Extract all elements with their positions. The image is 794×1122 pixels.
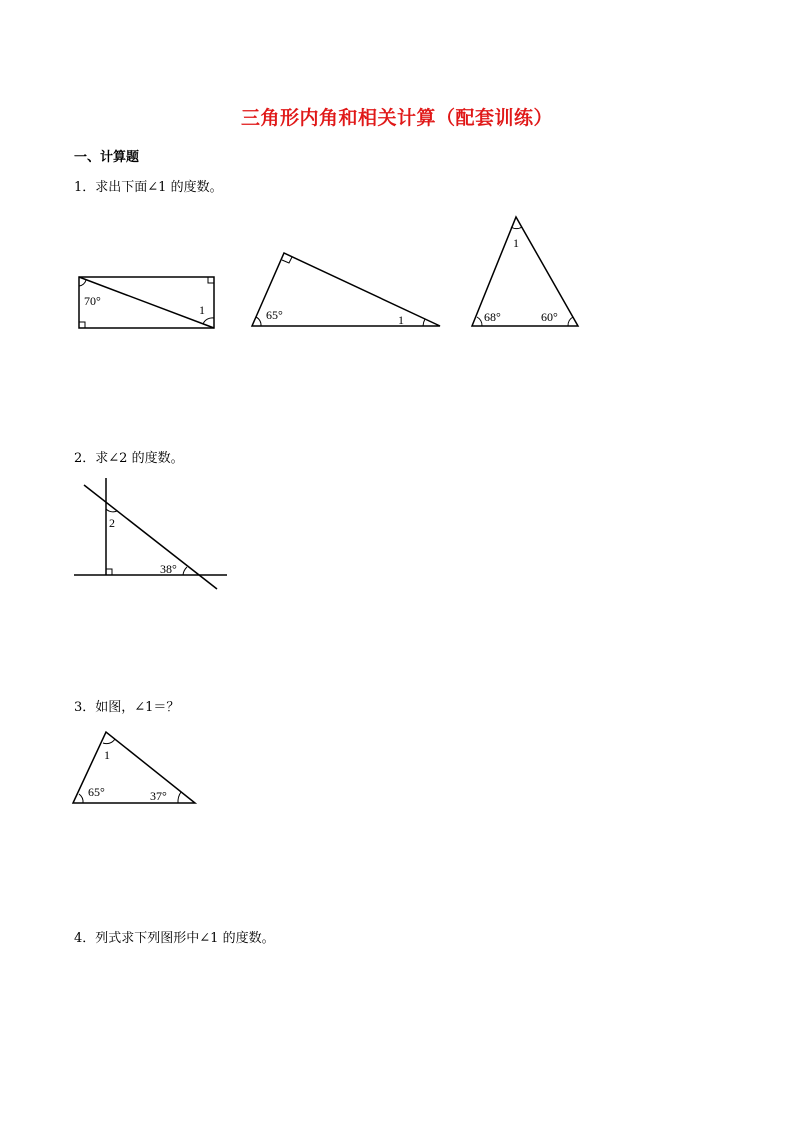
right-angle-mark — [208, 277, 214, 283]
angle-arc — [103, 739, 115, 744]
right-angle-mark — [282, 257, 292, 263]
angle-label-1: 1 — [513, 236, 519, 250]
angle-arc — [423, 319, 425, 326]
transversal-line — [84, 485, 217, 589]
angle-label-38: 38° — [160, 562, 177, 576]
angle-label-70: 70° — [84, 294, 101, 308]
question-4: 4．列式求下列图形中∠1 的度数。 — [74, 931, 275, 946]
angle-label-65: 65° — [266, 308, 283, 322]
angle-arc — [256, 317, 261, 326]
angle-arc — [178, 792, 181, 803]
angle-label-1: 1 — [199, 303, 205, 317]
page-title: 三角形内角和相关计算（配套训练） — [240, 107, 553, 129]
angle-label-1: 1 — [398, 313, 404, 327]
angle-arc — [203, 318, 214, 324]
angle-arc — [477, 317, 482, 326]
question-3: 3．如图，∠1＝？ — [74, 700, 180, 715]
angle-label-68: 68° — [484, 310, 501, 324]
angle-label-37: 37° — [150, 789, 167, 803]
right-angle-mark — [106, 569, 112, 575]
angle-label-1: 1 — [104, 748, 110, 762]
section-heading: 一、计算题 — [74, 150, 140, 165]
angle-label-60: 60° — [541, 310, 558, 324]
question-1: 1．求出下面∠1 的度数。 — [74, 180, 223, 195]
angle-arc — [79, 794, 83, 803]
right-angle-mark — [79, 322, 85, 328]
angle-label-65: 65° — [88, 785, 105, 799]
question-2: 2．求∠2 的度数。 — [74, 451, 184, 466]
angle-arc — [79, 280, 86, 286]
angle-arc — [183, 567, 187, 575]
angle-arc — [568, 317, 573, 326]
angle-label-2: 2 — [109, 516, 115, 530]
